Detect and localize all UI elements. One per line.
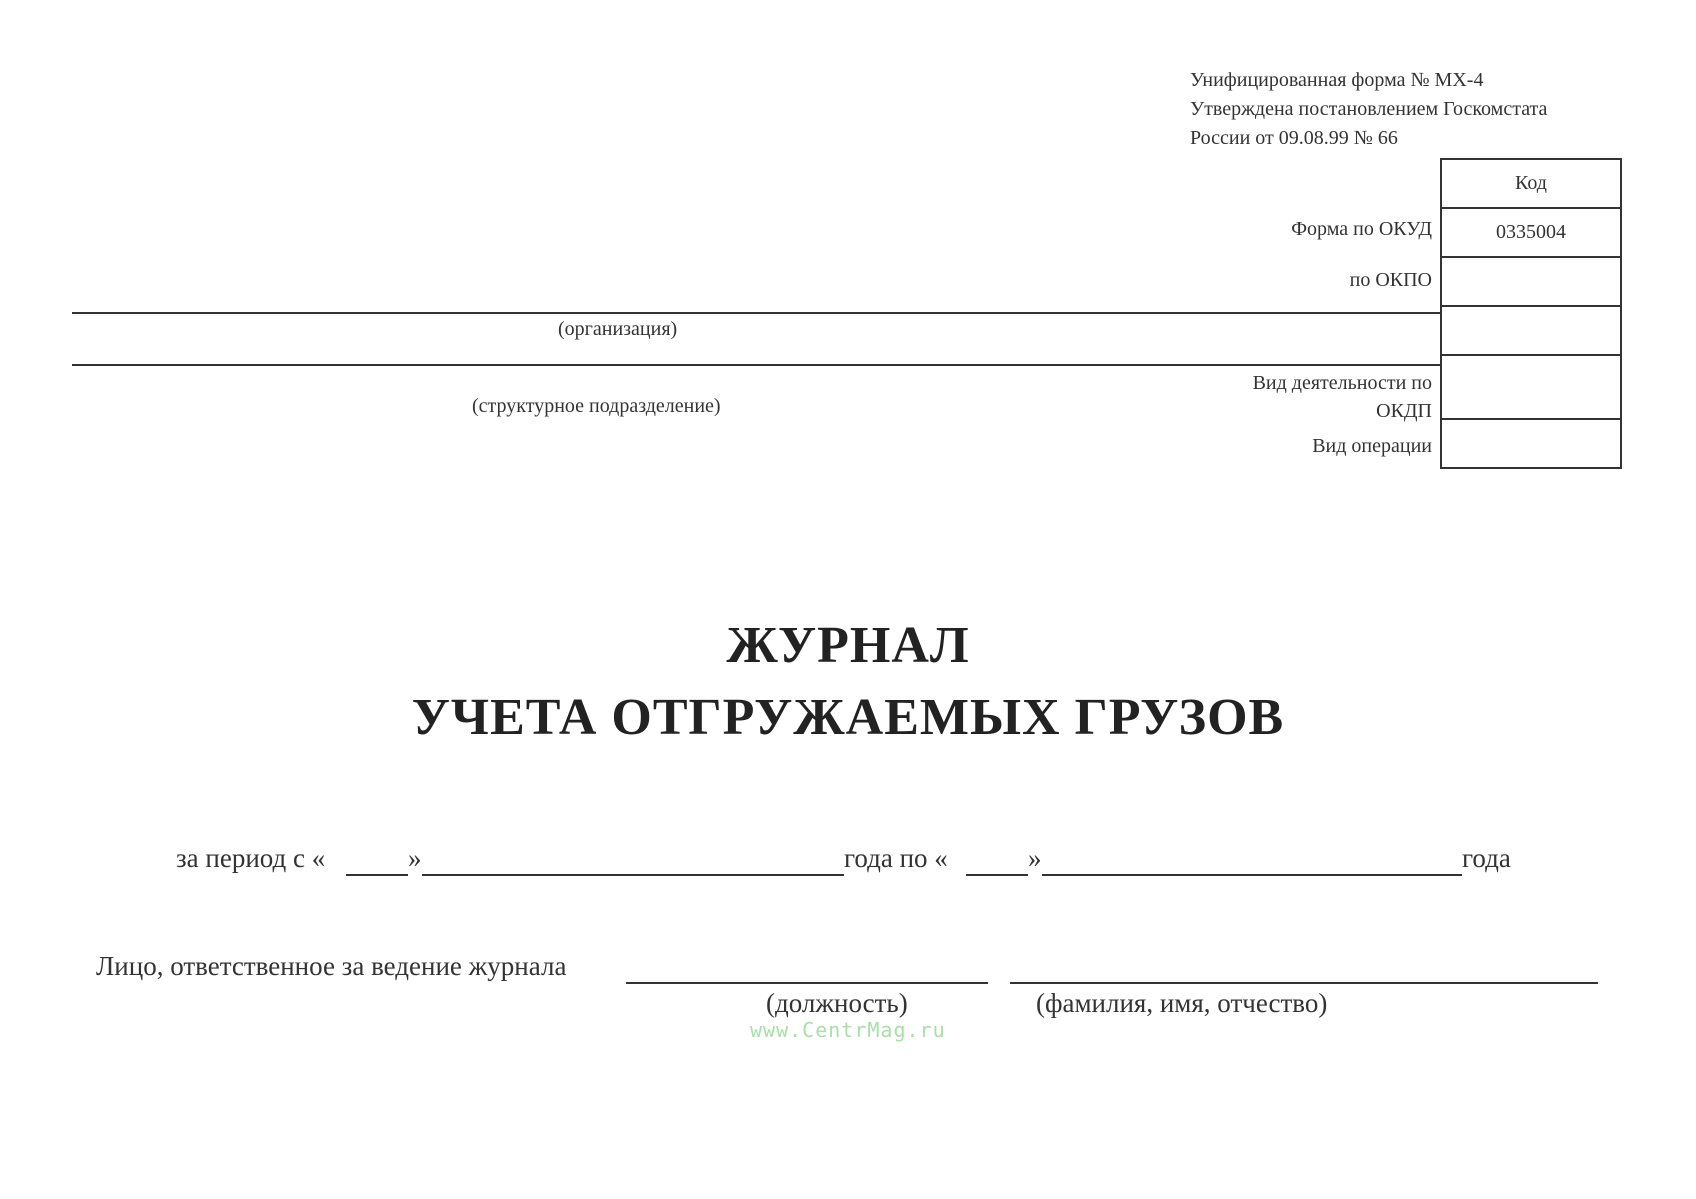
organization-caption: (организация) — [558, 318, 678, 340]
period-suffix: года — [1462, 843, 1511, 873]
okpo-label: по ОКПО — [1349, 269, 1432, 291]
okud-code-cell[interactable]: 0335004 — [1441, 208, 1621, 257]
position-field[interactable] — [626, 982, 988, 984]
position-caption: (должность) — [766, 988, 908, 1018]
period-quote-close-2: » — [1028, 843, 1042, 873]
subdivision-caption: (структурное подразделение) — [472, 395, 721, 417]
start-day-field[interactable] — [346, 874, 408, 876]
end-month-year-field[interactable] — [1042, 874, 1462, 876]
period-year-to: года по « — [844, 843, 948, 873]
period-prefix: за период с « — [176, 843, 326, 873]
okud-label: Форма по ОКУД — [1291, 218, 1432, 240]
form-number-line: Унифицированная форма № МХ-4 — [1190, 69, 1484, 91]
subdivision-line[interactable] — [72, 364, 1440, 366]
okpo-code-cell[interactable] — [1441, 257, 1621, 306]
watermark: www.CentrMag.ru — [750, 1018, 946, 1042]
start-month-year-field[interactable] — [422, 874, 844, 876]
end-day-field[interactable] — [966, 874, 1028, 876]
okdp-label-line2: ОКДП — [1376, 400, 1432, 422]
full-name-field[interactable] — [1010, 982, 1598, 984]
form-approval-note — [1190, 66, 1547, 153]
responsible-label: Лицо, ответственное за ведение журнала — [96, 951, 567, 981]
blank-code-cell[interactable] — [1441, 306, 1621, 355]
code-header: Код — [1441, 159, 1621, 208]
okdp-label-line1: Вид деятельности по — [1252, 372, 1432, 394]
period-quote-close: » — [408, 843, 422, 873]
full-name-caption: (фамилия, имя, отчество) — [1036, 988, 1328, 1018]
organization-line[interactable] — [72, 312, 1440, 314]
document-title: ЖУРНАЛ — [726, 617, 970, 674]
document-subtitle: УЧЕТА ОТГРУЖАЕМЫХ ГРУЗОВ — [411, 689, 1285, 746]
okdp-code-cell[interactable] — [1441, 355, 1621, 419]
operation-label: Вид операции — [1312, 435, 1432, 457]
approval-line: Утверждена постановлением Госкомстата — [1190, 98, 1548, 120]
code-table — [1440, 158, 1622, 469]
approval-date-line: России от 09.08.99 № 66 — [1190, 127, 1398, 149]
operation-code-cell[interactable] — [1441, 419, 1621, 468]
